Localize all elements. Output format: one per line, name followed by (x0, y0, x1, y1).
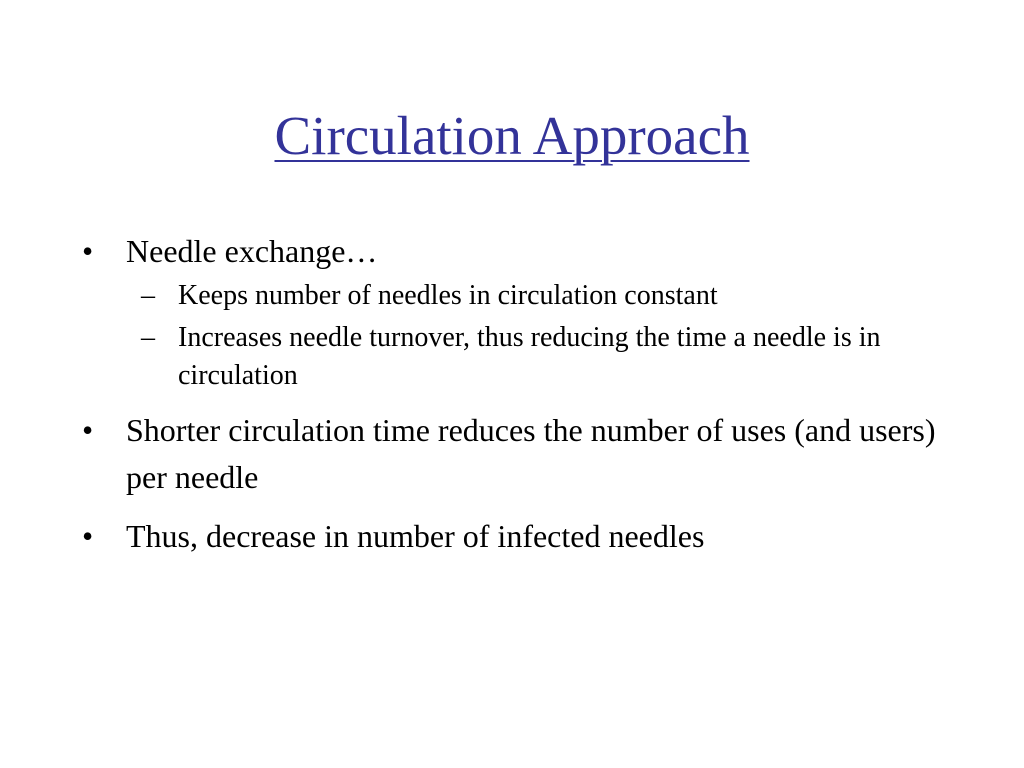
bullet-marker: • (82, 412, 94, 448)
dash-marker: – (141, 322, 155, 353)
bullet-marker: • (82, 233, 94, 269)
sub-bullet-text: Keeps number of needles in circulation constant (178, 280, 718, 311)
bullet-text: Needle exchange… (126, 233, 378, 269)
slide-title: Circulation Approach (274, 105, 750, 166)
sub-bullet-item-keeps-number (133, 277, 942, 315)
sub-bullet-list (126, 277, 942, 395)
bullet-marker: • (82, 518, 94, 554)
bullet-item-decrease-infected (82, 513, 942, 560)
bullet-text: Shorter circulation time reduces the number of uses (and users) per needle (126, 412, 936, 495)
sub-bullet-text: Increases needle turnover, thus reducing the time a needle is in circulation (178, 322, 881, 391)
dash-marker: – (141, 280, 155, 311)
sub-bullet-item-increases-turnover (133, 319, 942, 395)
bullet-list (82, 228, 942, 560)
bullet-text: Thus, decrease in number of infected needles (126, 518, 705, 554)
bullet-item-needle-exchange (82, 228, 942, 395)
bullet-item-shorter-circulation (82, 407, 942, 501)
